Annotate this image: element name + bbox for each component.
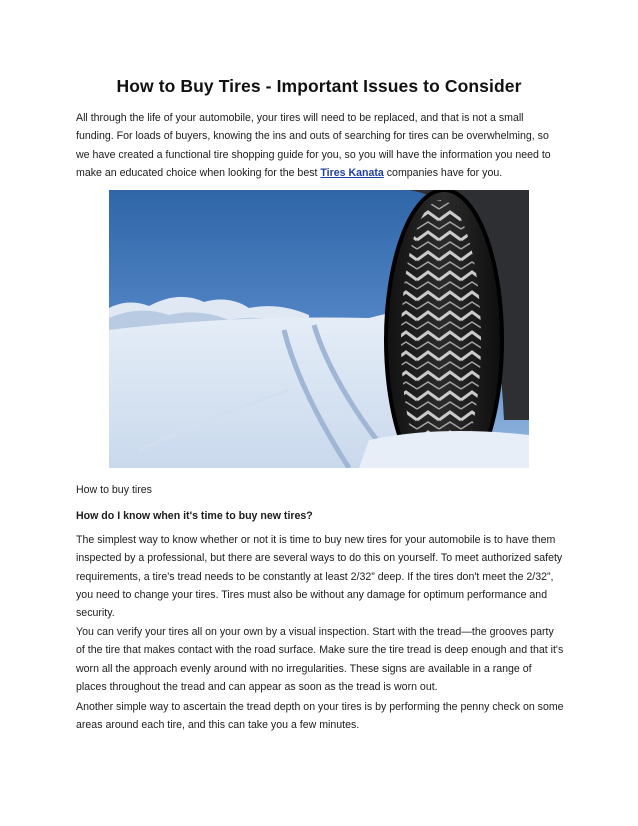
intro-paragraph <box>76 109 564 182</box>
intro-text-end: companies have for you. <box>383 166 503 179</box>
snow-tire-image <box>109 190 529 468</box>
tires-kanata-link[interactable]: Tires Kanata <box>320 166 384 179</box>
page-title: How to Buy Tires - Important Issues to Consider <box>116 76 522 96</box>
image-caption: How to buy tires <box>76 484 152 496</box>
intro-text: All through the life of your automobile, your tires will need to be replaced, and that is not a small funding. For loads of buyers, knowing the ins and outs of searching for tires can be overwhelming, so we have created a functional tire shopping guide for you, so you will have the information you need to make an educated choice when looking for the best <box>76 112 551 179</box>
snow-tire-photo <box>109 190 529 468</box>
body-paragraph-3: Another simple way to ascertain the tread depth on your tires is by performing the penny check on some areas around each tire, and this can take you a few minutes. <box>76 701 564 732</box>
section-heading: How do I know when it's time to buy new tires? <box>76 510 313 522</box>
body-paragraph-2: You can verify your tires all on your own by a visual inspection. Start with the tread—the grooves party of the tire that makes contact with the road surface. Make sure the tire tread is deep enough and that it's worn all the approach evenly around with no irregularities. These signs are available in a range of places throughout the tread and can appear as soon as the tread is worn out. <box>76 626 564 693</box>
body-paragraph-1: The simplest way to know whether or not it is time to buy new tires for your automobile is to have them inspected by a professional, but there are several ways to do this on yourself. To meet authorized safety requirements, a tire's tread needs to be constantly at least 2/32” deep. If the tires don't meet the 2/32”, you need to change your tires. Tires must also be without any damage for optimum performance and security. <box>76 534 563 620</box>
